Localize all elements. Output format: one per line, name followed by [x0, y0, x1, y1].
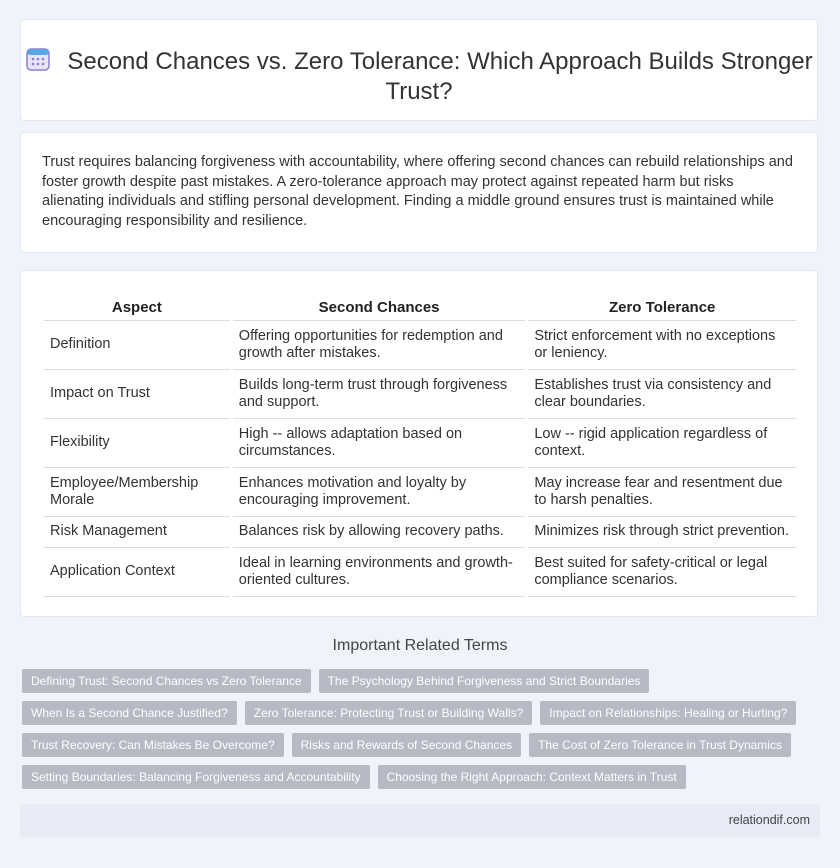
related-term-tag[interactable]: Setting Boundaries: Balancing Forgiveness and Accountability [22, 765, 370, 789]
related-terms-list [22, 669, 822, 797]
comparison-table [41, 295, 799, 597]
second-chances-cell: Ideal in learning environments and growth-oriented cultures. [233, 548, 526, 597]
intro-text: Trust requires balancing forgiveness with accountability, where offering second chances can rebuild relationships and foster growth despite past mistakes. A zero-tolerance approach may protect against repeated harm but risks alienating individuals and stifling personal development. Finding a middle ground ensures trust is maintained while encouraging responsibility and resilience. [42, 154, 793, 229]
aspect-cell: Application Context [44, 548, 230, 597]
related-term-tag[interactable]: Defining Trust: Second Chances vs Zero Tolerance [22, 669, 311, 693]
related-term-tag[interactable]: Zero Tolerance: Protecting Trust or Building Walls? [245, 701, 532, 725]
header-card [20, 19, 818, 121]
header-aspect: Aspect [44, 295, 230, 321]
table-row [44, 468, 796, 517]
related-term-tag[interactable]: When Is a Second Chance Justified? [22, 701, 237, 725]
zero-tolerance-cell: Low -- rigid application regardless of context. [528, 419, 796, 468]
zero-tolerance-cell: Establishes trust via consistency and clear boundaries. [528, 370, 796, 419]
table-header-row [44, 295, 796, 321]
zero-tolerance-cell: Minimizes risk through strict prevention. [528, 517, 796, 548]
second-chances-cell: Balances risk by allowing recovery paths. [233, 517, 526, 548]
page-title [21, 46, 817, 107]
zero-tolerance-cell: Best suited for safety-critical or legal compliance scenarios. [528, 548, 796, 597]
related-term-tag[interactable]: Impact on Relationships: Healing or Hurting? [540, 701, 796, 725]
zero-tolerance-cell: May increase fear and resentment due to harsh penalties. [528, 468, 796, 517]
table-row [44, 419, 796, 468]
related-term-tag[interactable]: Trust Recovery: Can Mistakes Be Overcome? [22, 733, 284, 757]
second-chances-cell: Offering opportunities for redemption and growth after mistakes. [233, 321, 526, 370]
intro-card [20, 132, 818, 253]
zero-tolerance-cell: Strict enforcement with no exceptions or leniency. [528, 321, 796, 370]
related-term-tag[interactable]: Choosing the Right Approach: Context Matters in Trust [378, 765, 686, 789]
table-row [44, 321, 796, 370]
related-term-tag[interactable]: Risks and Rewards of Second Chances [292, 733, 521, 757]
comparison-card [20, 270, 818, 617]
title-text: Second Chances vs. Zero Tolerance: Which Approach Builds Stronger Trust? [67, 48, 813, 105]
table-row [44, 548, 796, 597]
second-chances-cell: High -- allows adaptation based on circumstances. [233, 419, 526, 468]
footer [20, 804, 820, 837]
related-term-tag[interactable]: The Cost of Zero Tolerance in Trust Dynamics [529, 733, 791, 757]
aspect-cell: Employee/Membership Morale [44, 468, 230, 517]
table-row [44, 370, 796, 419]
aspect-cell: Risk Management [44, 517, 230, 548]
second-chances-cell: Enhances motivation and loyalty by encouraging improvement. [233, 468, 526, 517]
aspect-cell: Flexibility [44, 419, 230, 468]
table-row [44, 517, 796, 548]
related-terms-title: Important Related Terms [332, 637, 508, 654]
footer-site-link[interactable]: relationdif.com [728, 813, 810, 827]
aspect-cell: Definition [44, 321, 230, 370]
header-second-chances: Second Chances [233, 295, 526, 321]
header-zero-tolerance: Zero Tolerance [528, 295, 796, 321]
second-chances-cell: Builds long-term trust through forgiveness and support. [233, 370, 526, 419]
aspect-cell: Impact on Trust [44, 370, 230, 419]
related-term-tag[interactable]: The Psychology Behind Forgiveness and Strict Boundaries [319, 669, 650, 693]
calendar-icon [25, 46, 51, 72]
